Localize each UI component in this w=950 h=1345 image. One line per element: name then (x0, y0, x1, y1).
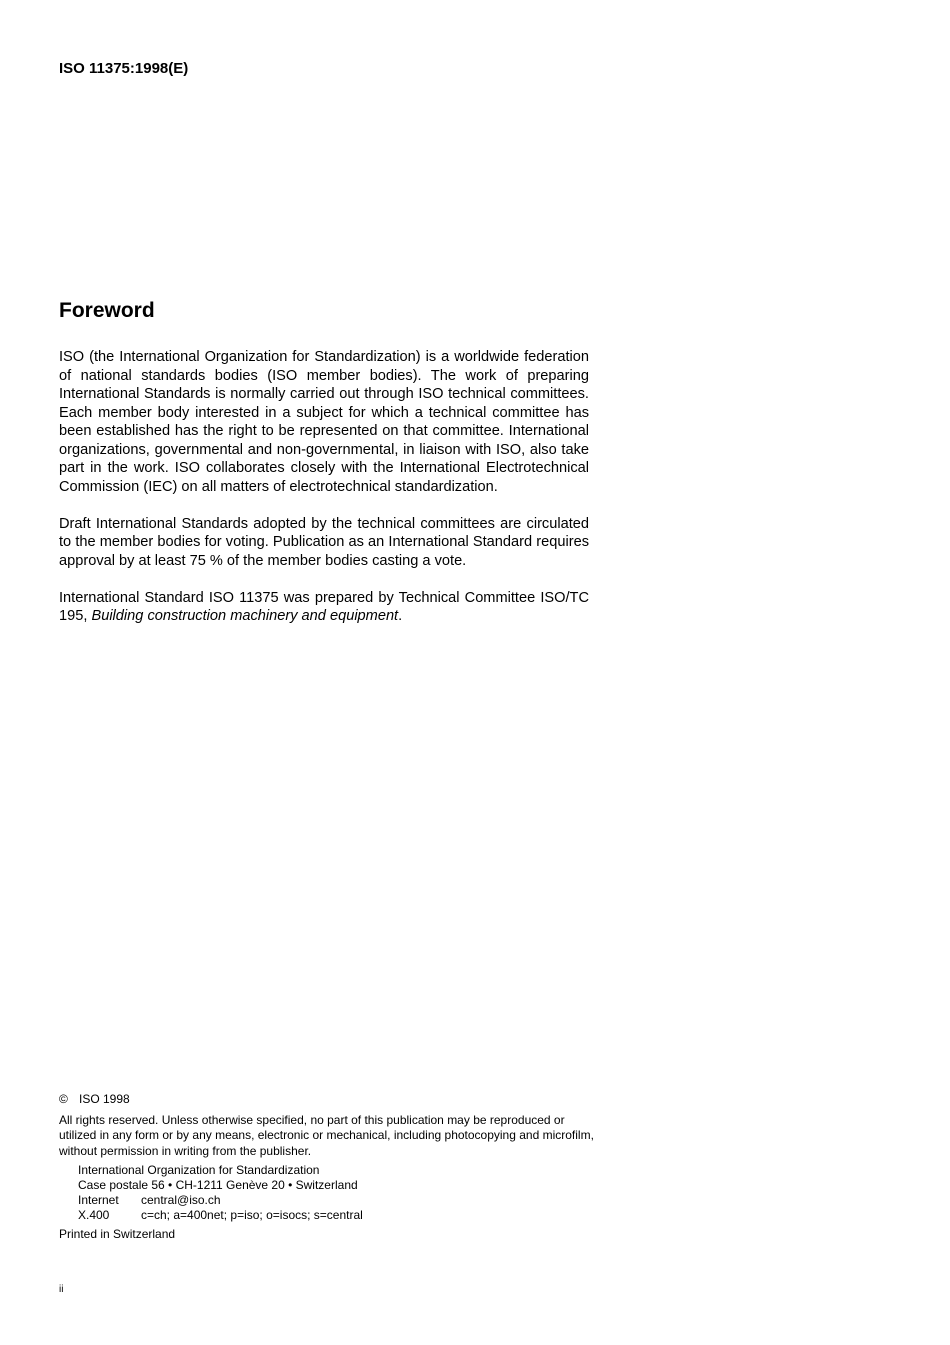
document-identifier: ISO 11375:1998(E) (59, 60, 189, 77)
printed-location: Printed in Switzerland (59, 1226, 176, 1241)
page-number: ii (59, 1284, 64, 1295)
internet-label: Internet (78, 1193, 119, 1208)
paragraph-3-text: International Standard ISO 11375 was prepared by Technical Committee ISO/TC 195, (59, 589, 589, 624)
foreword-body (59, 348, 589, 644)
foreword-title: Foreword (59, 299, 155, 322)
foreword-paragraph-3 (59, 589, 589, 626)
rights-notice: All rights reserved. Unless otherwise specified, no part of this publication may be reproduced or utilized in any form or by any means, electronic or mechanical, including photocopying and microfilm, without permission in writing from the publisher. (59, 1113, 594, 1158)
x400-address: c=ch; a=400net; p=iso; o=isocs; s=central (141, 1208, 363, 1223)
copyright-year: ISO 1998 (79, 1092, 130, 1106)
foreword-paragraph-2: Draft International Standards adopted by the technical committees are circulated to the member bodies for voting. Publication as an International Standard requires approval by at least 75 % of the member bodies casting a vote. (59, 515, 589, 569)
paragraph-3-end: . (398, 608, 403, 624)
committee-name: Building construction machinery and equipment (91, 608, 399, 624)
copyright-block (59, 1092, 594, 1242)
internet-address: central@iso.ch (141, 1193, 221, 1208)
copyright-icon: © (59, 1092, 68, 1106)
publisher-organization: International Organization for Standardization (78, 1162, 320, 1177)
publisher-x400 (59, 1208, 594, 1223)
x400-label: X.400 (78, 1208, 110, 1223)
publisher-postal-address: Case postale 56 • CH-1211 Genève 20 • Switzerland (78, 1178, 358, 1193)
publisher-internet (59, 1193, 594, 1208)
copyright-line (59, 1092, 594, 1107)
foreword-paragraph-1: ISO (the International Organization for Standardization) is a worldwide federation of national standards bodies (ISO member bodies). The work of preparing International Standards is normally carried out through ISO technical committees. Each member body interested in a subject for which a technical committee has been established has the right to be represented on that committee. International organizations, governmental and non-governmental, in liaison with ISO, also take part in the work. ISO collaborates closely with the International Electrotechnical Commission (IEC) on all matters of electrotechnical standardization. (59, 349, 589, 495)
